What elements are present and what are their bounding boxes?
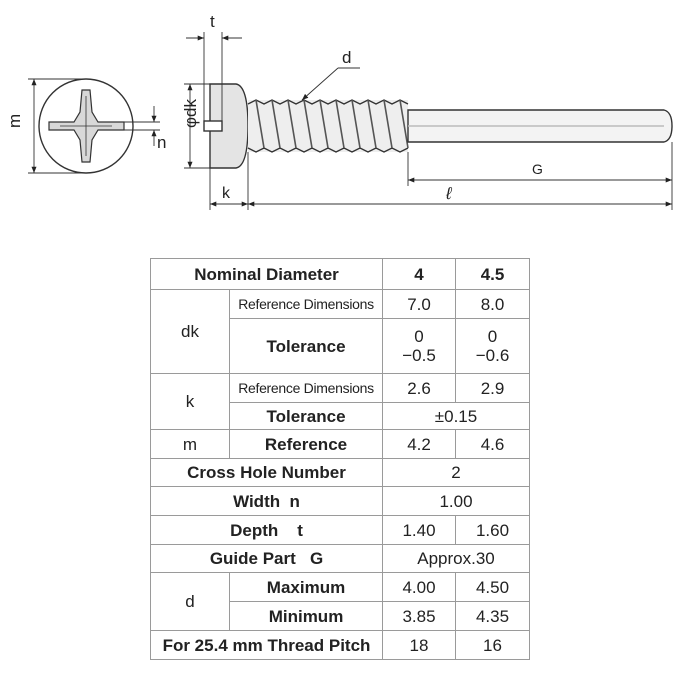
m-label: m bbox=[151, 430, 230, 459]
dk-label: dk bbox=[151, 290, 230, 374]
row-m bbox=[151, 430, 530, 459]
row-width bbox=[151, 487, 530, 516]
row-guide bbox=[151, 545, 530, 573]
guide-label: Guide Part G bbox=[151, 545, 383, 573]
dim-d bbox=[302, 68, 360, 100]
k-ref-label: Reference Dimensions bbox=[230, 374, 383, 403]
m-ref-4: 4.2 bbox=[383, 430, 456, 459]
k-ref-4-5: 2.9 bbox=[456, 374, 530, 403]
label-k: k bbox=[222, 185, 230, 202]
row-cross-hole bbox=[151, 459, 530, 487]
width-value: 1.00 bbox=[383, 487, 530, 516]
m-ref-label: Reference bbox=[230, 430, 383, 459]
dk-ref-4: 7.0 bbox=[383, 290, 456, 319]
d-max-label: Maximum bbox=[230, 573, 383, 602]
cross-hole-label: Cross Hole Number bbox=[151, 459, 383, 487]
dim-n bbox=[124, 106, 160, 146]
thread-pitch-4: 18 bbox=[383, 631, 456, 660]
row-depth bbox=[151, 516, 530, 545]
label-dk: φdk bbox=[181, 99, 200, 128]
m-ref-4-5: 4.6 bbox=[456, 430, 530, 459]
dk-tol-4-upper: 0 bbox=[414, 327, 424, 346]
screw-drawing bbox=[0, 0, 700, 225]
depth-4: 1.40 bbox=[383, 516, 456, 545]
nominal-4-5: 4.5 bbox=[456, 259, 530, 290]
k-tol-label: Tolerance bbox=[230, 403, 383, 430]
d-max-4-5: 4.50 bbox=[456, 573, 530, 602]
dk-tol-4-5-lower: −0.6 bbox=[475, 346, 510, 365]
row-nominal-diameter bbox=[151, 259, 530, 290]
screw-side-view bbox=[204, 84, 672, 168]
dk-tol-4 bbox=[383, 319, 456, 374]
k-ref-4: 2.6 bbox=[383, 374, 456, 403]
dk-tol-4-5 bbox=[456, 319, 530, 374]
d-min-4: 3.85 bbox=[383, 602, 456, 631]
label-t: t bbox=[210, 12, 215, 31]
label-m: m bbox=[5, 113, 24, 128]
label-d: d bbox=[342, 48, 352, 67]
row-thread-pitch bbox=[151, 631, 530, 660]
row-dk-ref bbox=[151, 290, 530, 319]
nominal-4: 4 bbox=[383, 259, 456, 290]
thread-pitch-4-5: 16 bbox=[456, 631, 530, 660]
d-min-4-5: 4.35 bbox=[456, 602, 530, 631]
dk-ref-4-5: 8.0 bbox=[456, 290, 530, 319]
d-min-label: Minimum bbox=[230, 602, 383, 631]
k-tol-value: ±0.15 bbox=[383, 403, 530, 430]
depth-4-5: 1.60 bbox=[456, 516, 530, 545]
row-d-max bbox=[151, 573, 530, 602]
label-n: n bbox=[157, 133, 167, 152]
width-label: Width n bbox=[151, 487, 383, 516]
row-k-ref bbox=[151, 374, 530, 403]
dk-tol-4-lower: −0.5 bbox=[402, 346, 436, 365]
depth-label: Depth t bbox=[151, 516, 383, 545]
guide-value: Approx.30 bbox=[383, 545, 530, 573]
d-max-4: 4.00 bbox=[383, 573, 456, 602]
dk-tol-label: Tolerance bbox=[230, 319, 383, 374]
thread-pitch-label: For 25.4 mm Thread Pitch bbox=[151, 631, 383, 660]
spec-table bbox=[150, 258, 530, 660]
nominal-diameter-label: Nominal Diameter bbox=[151, 259, 383, 290]
dk-tol-4-5-upper: 0 bbox=[487, 327, 498, 346]
head-top-view bbox=[39, 79, 133, 173]
cross-hole-value: 2 bbox=[383, 459, 530, 487]
dk-ref-label: Reference Dimensions bbox=[230, 290, 383, 319]
d-label: d bbox=[151, 573, 230, 631]
k-label: k bbox=[151, 374, 230, 430]
label-l: ℓ bbox=[446, 184, 452, 203]
label-G: G bbox=[532, 161, 543, 177]
